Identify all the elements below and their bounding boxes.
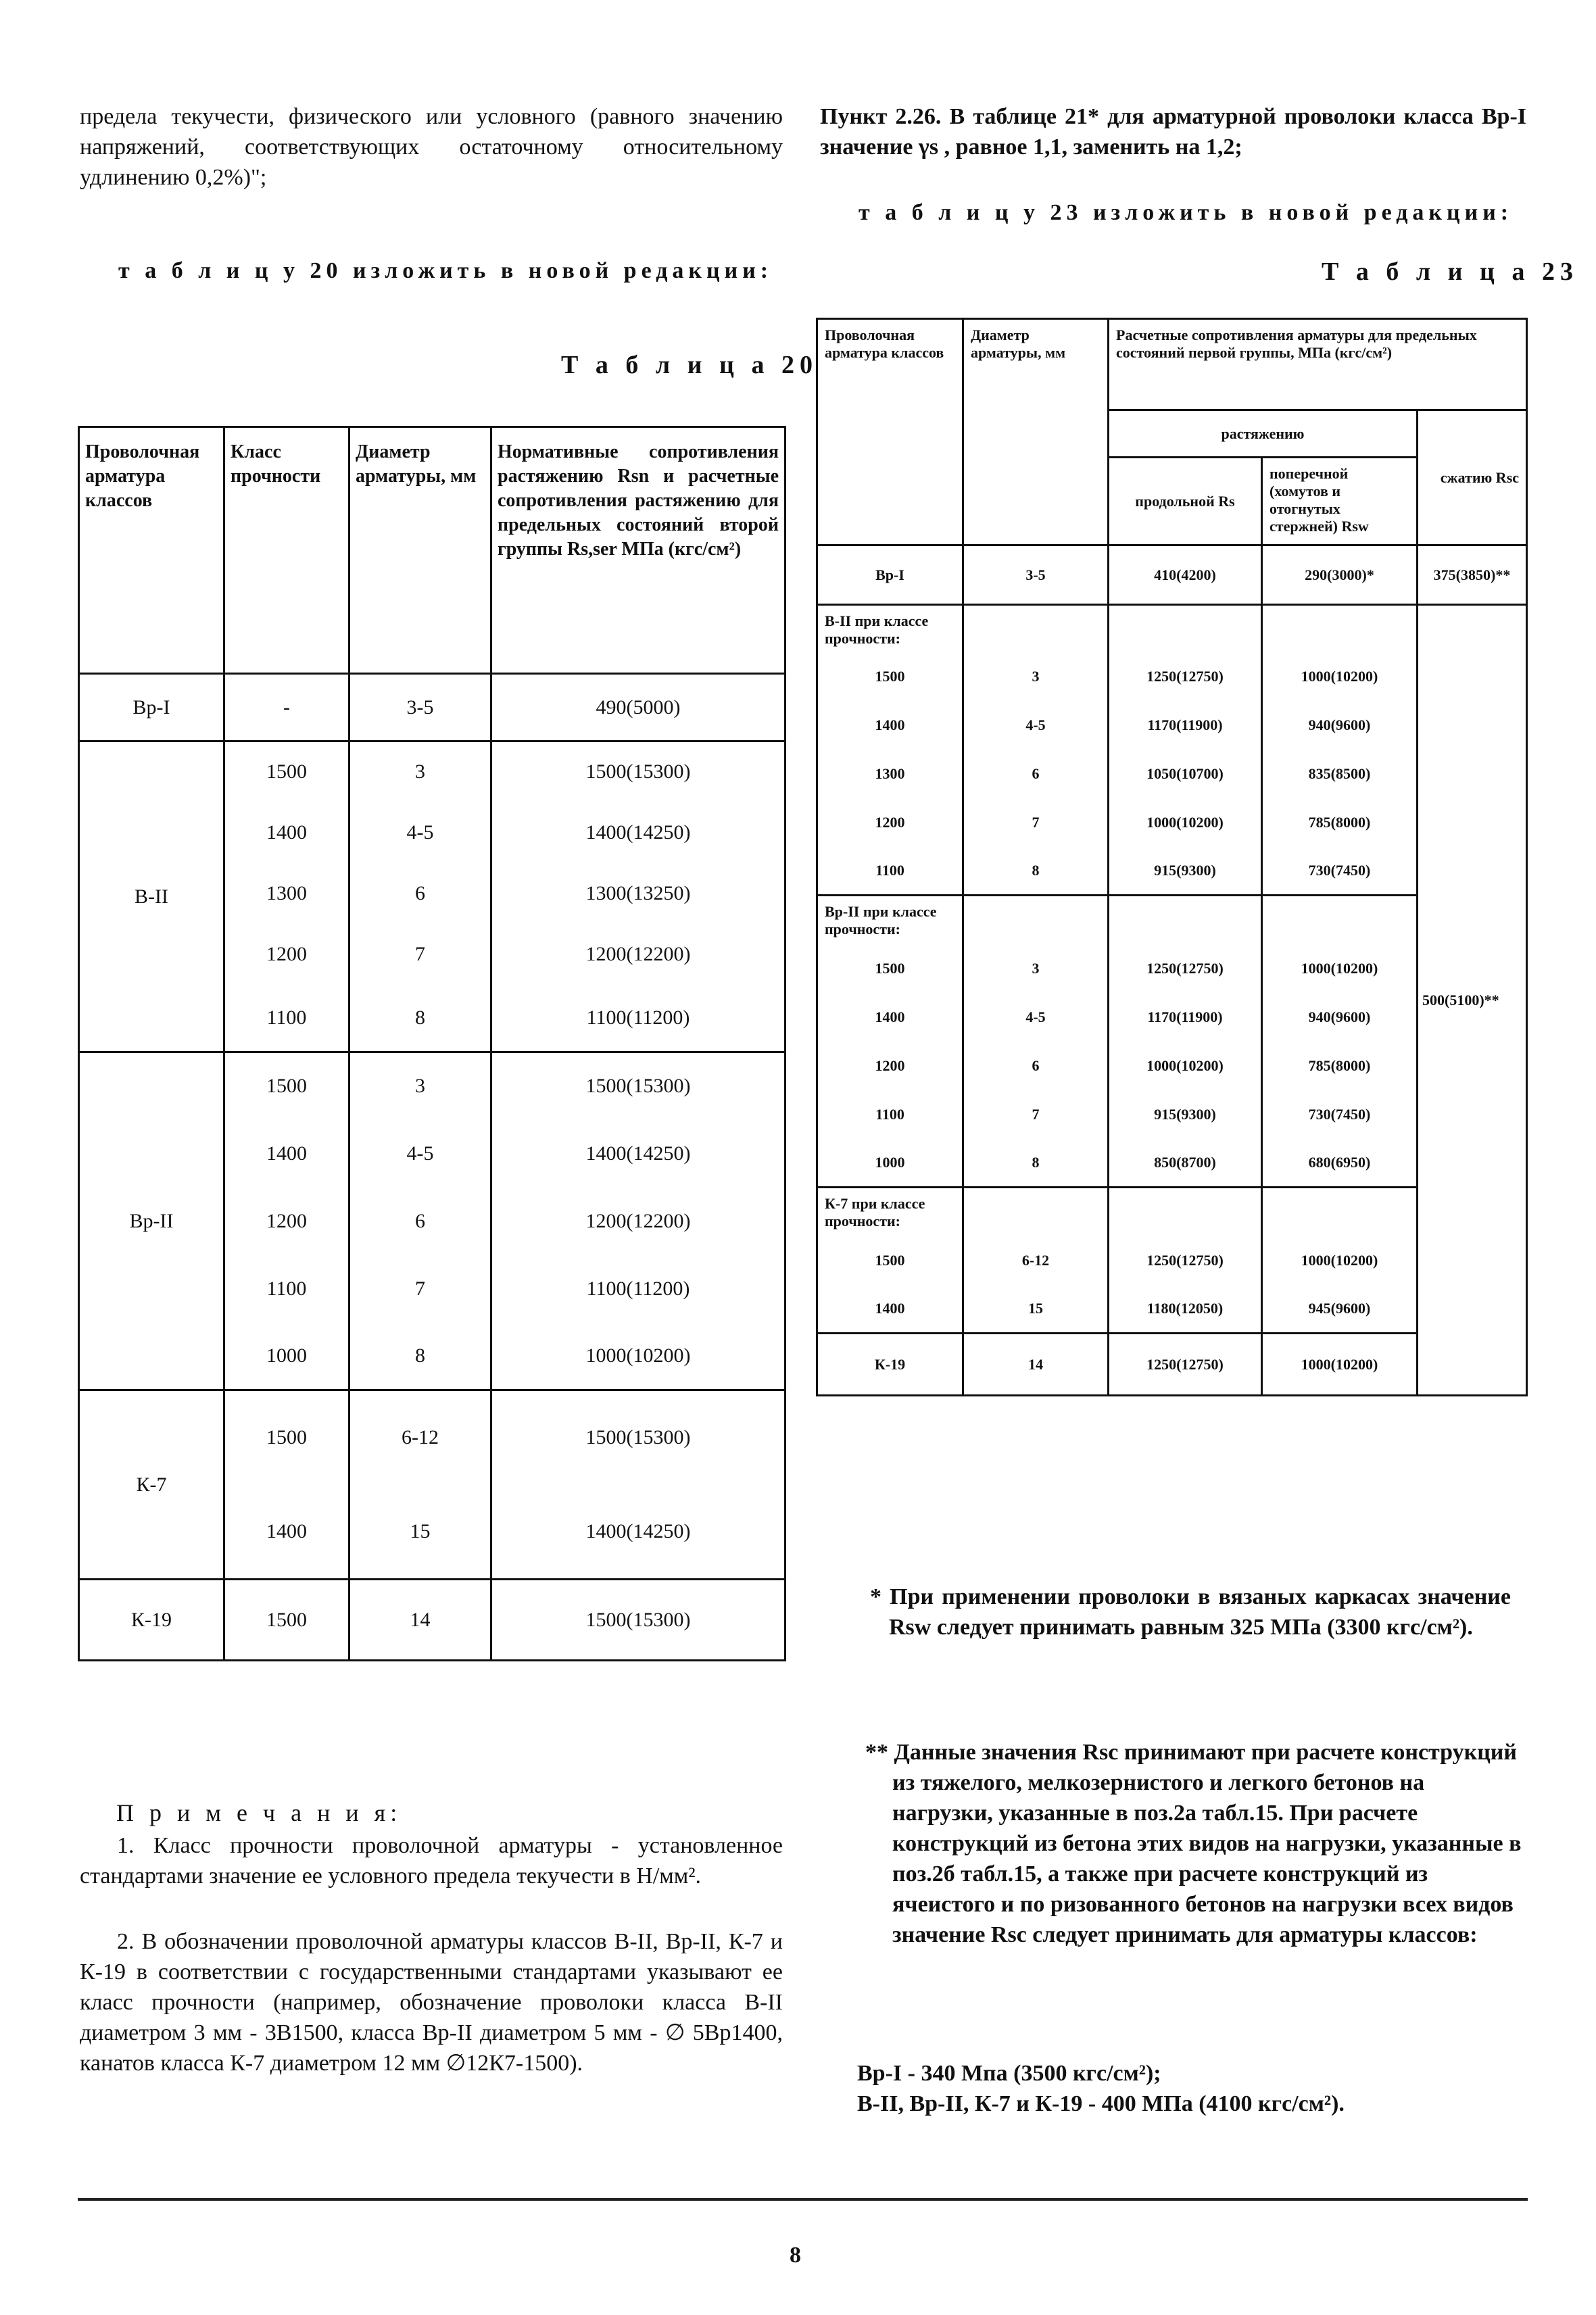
t23-empty — [1262, 1188, 1418, 1236]
t20-diameter: 6-12 — [349, 1390, 491, 1485]
t23-diameter: 6-12 — [963, 1236, 1109, 1285]
t23-rs: 915(9300) — [1109, 847, 1262, 896]
t20-resistance: 1200(12200) — [491, 1188, 785, 1255]
t20-resistance: 490(5000) — [491, 674, 785, 741]
t20-diameter: 15 — [349, 1485, 491, 1580]
note-2: 2. В обозначении проволочной арматуры классов В-II, Вр-II, К-7 и К-19 в соответствии с государственными стандартами указывают ее класс прочности (например, обозначение проволоки класса В-II диаметром 3 мм - 3В1500, класса Вр-II диаметром 5 мм - ∅ 5Вр1400, канатов класса К-7 диаметром 12 мм ∅12К7-1500). — [80, 1929, 783, 2076]
table20-caption: Т а б л и ц а 20 — [561, 351, 818, 379]
t23-rs: 850(8700) — [1109, 1139, 1262, 1188]
t20-strength-class: 1100 — [224, 1255, 349, 1323]
table23-instruction: т а б л и ц у 23 изложить в новой редакции: — [859, 200, 1514, 225]
page-number: 8 — [790, 2243, 801, 2268]
t20-header-strength: Класс прочности — [224, 427, 349, 674]
t20-strength-class: 1400 — [224, 802, 349, 863]
table23-caption: Т а б л и ц а 23 — [1322, 258, 1578, 286]
t23-group-label: Вр-II при классе прочности: — [817, 896, 963, 944]
t23-class: Вр-I — [817, 545, 963, 605]
t23-header-transverse: поперечной (хомутов и отогнутых стержней) Rsw — [1262, 458, 1418, 545]
t23-rs: 1050(10700) — [1109, 750, 1262, 798]
t20-strength-class: 1200 — [224, 924, 349, 985]
t23-rsw: 680(6950) — [1262, 1139, 1418, 1188]
t23-strength-class: 1500 — [817, 944, 963, 993]
t23-empty — [963, 1188, 1109, 1236]
t20-resistance: 1000(10200) — [491, 1323, 785, 1390]
t23-strength-class: 1400 — [817, 1285, 963, 1334]
note-1: 1. Класс прочности проволочной арматуры - установленное стандартами значение ее условного предела текучести в Н/мм². — [80, 1833, 783, 1888]
t23-group-label-row — [817, 605, 1527, 652]
t20-resistance: 1500(15300) — [491, 741, 785, 802]
t23-empty — [1109, 896, 1262, 944]
table-20 — [78, 426, 786, 1661]
t23-diameter: 4-5 — [963, 993, 1109, 1042]
t20-resistance: 1100(11200) — [491, 1255, 785, 1323]
t20-diameter: 3 — [349, 1052, 491, 1120]
t20-group-name: К-19 — [79, 1580, 224, 1661]
t23-diameter: 3 — [963, 652, 1109, 701]
t23-diameter: 7 — [963, 798, 1109, 847]
t23-rsw: 940(9600) — [1262, 701, 1418, 750]
t23-diameter: 3-5 — [963, 545, 1109, 605]
footnote-2: ** Данные значения Rsc принимают при расчете конструкций из тяжелого, мелкозернистого и легкого бетонов на нагрузки, указанные в поз.2а табл.15. При расчете конструкций из бетона этих видов на нагрузки, указанные в поз.2б табл.15, а также при расчете конструкций из ячеистого и по ризованного бетонов на нагрузки всех видов значение Rsc следует принимать для арматуры классов: — [865, 1740, 1522, 1947]
t23-diameter: 8 — [963, 1139, 1109, 1188]
t20-resistance: 1400(14250) — [491, 802, 785, 863]
t20-row — [79, 1052, 785, 1120]
t23-rs: 1000(10200) — [1109, 798, 1262, 847]
t20-resistance: 1400(14250) — [491, 1120, 785, 1188]
t23-strength-class: 1100 — [817, 847, 963, 896]
t23-class: К-19 — [817, 1334, 963, 1396]
t23-strength-class: 1200 — [817, 1042, 963, 1090]
t23-rsw: 940(9600) — [1262, 993, 1418, 1042]
footnote-4: В-II, Вр-II, К-7 и К-19 - 400 МПа (4100 кгс/см²). — [857, 2091, 1345, 2116]
t20-strength-class: 1500 — [224, 1052, 349, 1120]
t23-diameter: 4-5 — [963, 701, 1109, 750]
t23-strength-class: 1500 — [817, 1236, 963, 1285]
t20-row — [79, 1580, 785, 1661]
bottom-rule — [78, 2198, 1528, 2201]
t23-rsw: 1000(10200) — [1262, 944, 1418, 993]
t20-row — [79, 674, 785, 741]
t23-strength-class: 1300 — [817, 750, 963, 798]
t23-strength-class: 1000 — [817, 1139, 963, 1188]
t23-empty — [1109, 605, 1262, 652]
t23-rsw: 290(3000)* — [1262, 545, 1418, 605]
t20-diameter: 3-5 — [349, 674, 491, 741]
intro-text: предела текучести, физического или условного (равного значению напряжений, соответствующих остаточному относительному удлинению 0,2%)"; — [80, 104, 783, 190]
t20-group-name: К-7 — [79, 1390, 224, 1580]
t20-diameter: 4-5 — [349, 802, 491, 863]
t23-diameter: 14 — [963, 1334, 1109, 1396]
t20-strength-class: - — [224, 674, 349, 741]
t20-strength-class: 1100 — [224, 985, 349, 1052]
t23-rsc: 375(3850)** — [1418, 545, 1527, 605]
t23-row — [817, 545, 1527, 605]
t23-strength-class: 1500 — [817, 652, 963, 701]
t20-diameter: 3 — [349, 741, 491, 802]
footnote-3: Вр-I - 340 Мпа (3500 кгс/см²); — [857, 2061, 1161, 2086]
t23-rsc-common: 500(5100)** — [1418, 605, 1527, 1396]
t23-rs: 1180(12050) — [1109, 1285, 1262, 1334]
t20-strength-class: 1200 — [224, 1188, 349, 1255]
t20-strength-class: 1000 — [224, 1323, 349, 1390]
t23-diameter: 15 — [963, 1285, 1109, 1334]
t23-empty — [1262, 896, 1418, 944]
t20-diameter: 7 — [349, 1255, 491, 1323]
t23-group-label: В-II при классе прочности: — [817, 605, 963, 652]
t23-rs: 1000(10200) — [1109, 1042, 1262, 1090]
t23-empty — [1262, 605, 1418, 652]
t20-header-class: Проволочная арматура классов — [79, 427, 224, 674]
t20-resistance: 1400(14250) — [491, 1485, 785, 1580]
t23-rs: 1250(12750) — [1109, 652, 1262, 701]
table20-instruction: т а б л и ц у 20 изложить в новой редакции: — [118, 258, 773, 283]
t23-header-compression: сжатию Rsc — [1418, 410, 1527, 545]
t23-header-main: Расчетные сопротивления арматуры для предельных состояний первой группы, МПа (кгс/см²) — [1109, 319, 1527, 410]
t20-row — [79, 1390, 785, 1485]
t23-rsw: 945(9600) — [1262, 1285, 1418, 1334]
t20-resistance: 1300(13250) — [491, 863, 785, 924]
t20-group-name: Вр-II — [79, 1052, 224, 1390]
t23-strength-class: 1200 — [817, 798, 963, 847]
t20-group-name: В-II — [79, 741, 224, 1052]
t23-diameter: 8 — [963, 847, 1109, 896]
t20-resistance: 1100(11200) — [491, 985, 785, 1052]
t23-rsw: 1000(10200) — [1262, 1236, 1418, 1285]
t23-header-longitudinal: продольной Rs — [1109, 458, 1262, 545]
t20-strength-class: 1500 — [224, 741, 349, 802]
t20-diameter: 7 — [349, 924, 491, 985]
t20-strength-class: 1300 — [224, 863, 349, 924]
t23-header-tension: растяжению — [1109, 410, 1418, 458]
t20-strength-class: 1400 — [224, 1485, 349, 1580]
t20-strength-class: 1400 — [224, 1120, 349, 1188]
t20-diameter: 14 — [349, 1580, 491, 1661]
t23-rsw: 730(7450) — [1262, 847, 1418, 896]
t23-rs: 1250(12750) — [1109, 1236, 1262, 1285]
t20-strength-class: 1500 — [224, 1390, 349, 1485]
t20-body — [79, 674, 785, 1661]
t20-resistance: 1500(15300) — [491, 1580, 785, 1661]
t20-row — [79, 741, 785, 802]
table-23 — [816, 318, 1528, 1396]
t23-rs: 1170(11900) — [1109, 993, 1262, 1042]
t23-rsw: 835(8500) — [1262, 750, 1418, 798]
t23-rsw: 1000(10200) — [1262, 1334, 1418, 1396]
t23-empty — [1109, 1188, 1262, 1236]
t23-empty — [963, 896, 1109, 944]
t20-diameter: 6 — [349, 863, 491, 924]
t23-rs: 410(4200) — [1109, 545, 1262, 605]
t23-rs: 1250(12750) — [1109, 944, 1262, 993]
t20-resistance: 1200(12200) — [491, 924, 785, 985]
t23-strength-class: 1400 — [817, 701, 963, 750]
t20-header-diameter: Диаметр арматуры, мм — [349, 427, 491, 674]
t20-diameter: 4-5 — [349, 1120, 491, 1188]
footnote-1: * При применении проволоки в вязаных каркасах значение Rsw следует принимать равным 325 МПа (3300 кгс/см²). — [870, 1584, 1511, 1640]
t23-diameter: 6 — [963, 1042, 1109, 1090]
t23-rs: 1250(12750) — [1109, 1334, 1262, 1396]
t23-strength-class: 1400 — [817, 993, 963, 1042]
t23-diameter: 7 — [963, 1090, 1109, 1139]
t23-rs: 915(9300) — [1109, 1090, 1262, 1139]
t20-resistance: 1500(15300) — [491, 1052, 785, 1120]
t23-rsw: 785(8000) — [1262, 1042, 1418, 1090]
t20-strength-class: 1500 — [224, 1580, 349, 1661]
t23-rsw: 785(8000) — [1262, 798, 1418, 847]
t23-empty — [963, 605, 1109, 652]
t23-diameter: 3 — [963, 944, 1109, 993]
t20-header-resistance: Нормативные сопротивления растяжению Rsn и расчетные сопротивления растяжению для предельных состояний второй группы Rs,ser МПа (кгс/см²) — [491, 427, 785, 674]
t23-diameter: 6 — [963, 750, 1109, 798]
t23-header-class: Проволочная арматура классов — [817, 319, 963, 545]
t23-group-label: К-7 при классе прочности: — [817, 1188, 963, 1236]
t20-diameter: 8 — [349, 1323, 491, 1390]
punkt-2-26: Пункт 2.26. В таблице 21* для арматурной проволоки класса Вр-I значение γs , равное 1,1, заменить на 1,2; — [820, 104, 1526, 160]
t23-body — [817, 545, 1527, 1396]
t20-resistance: 1500(15300) — [491, 1390, 785, 1485]
t23-rs: 1170(11900) — [1109, 701, 1262, 750]
t20-group-name: Вр-I — [79, 674, 224, 741]
t23-rsw: 1000(10200) — [1262, 652, 1418, 701]
notes-title: П р и м е ч а н и я: — [116, 1799, 402, 1826]
t20-diameter: 8 — [349, 985, 491, 1052]
t23-strength-class: 1100 — [817, 1090, 963, 1139]
t20-diameter: 6 — [349, 1188, 491, 1255]
t23-rsw: 730(7450) — [1262, 1090, 1418, 1139]
t23-header-diameter: Диаметр арматуры, мм — [963, 319, 1109, 545]
